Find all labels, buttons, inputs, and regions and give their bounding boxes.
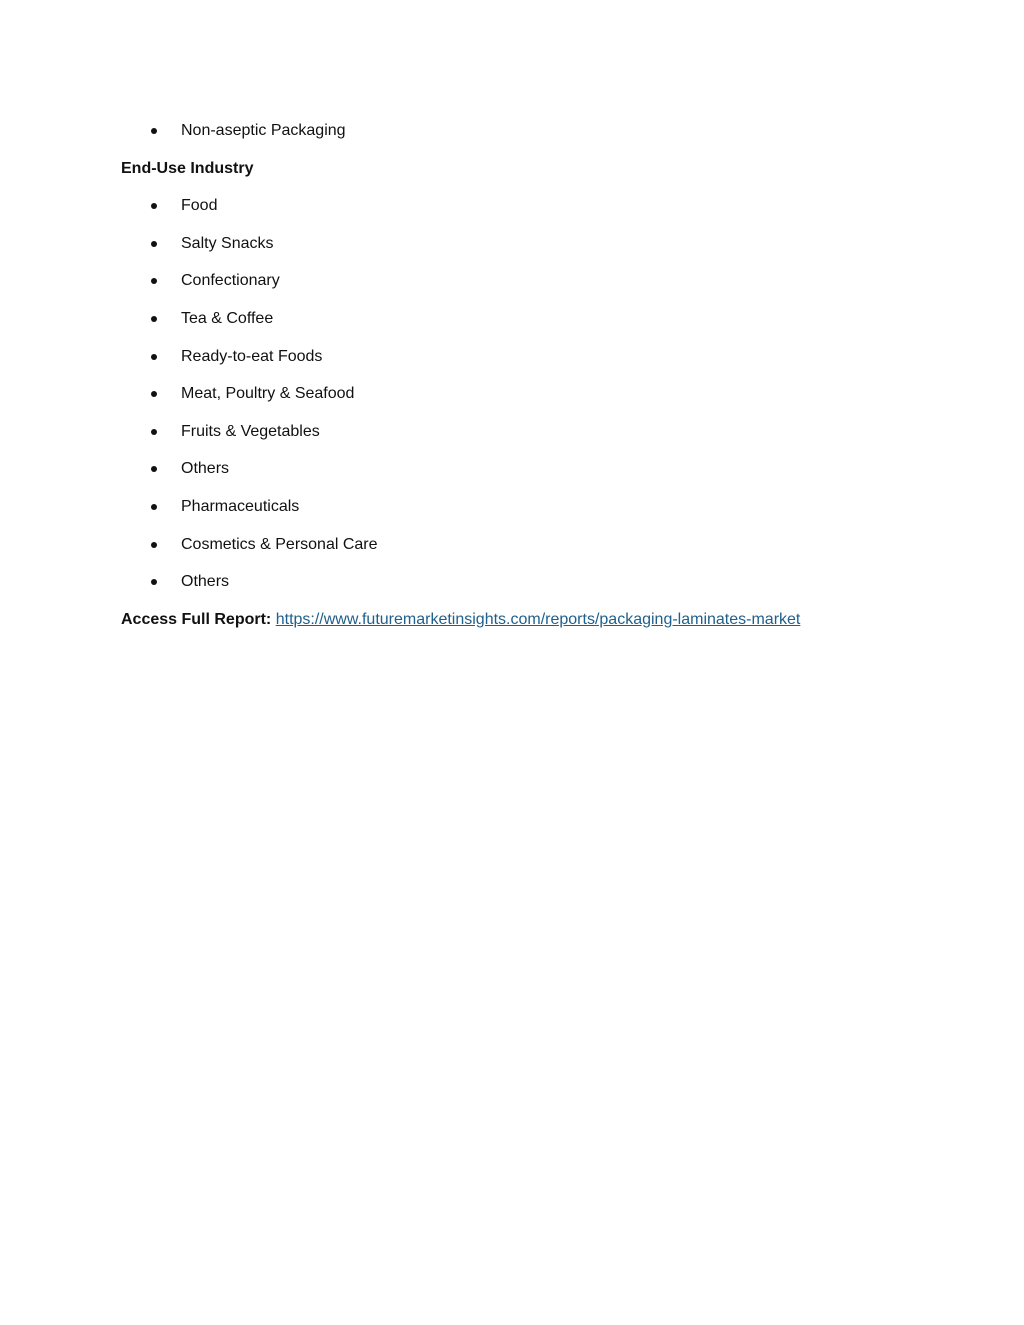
document-content (121, 116, 901, 642)
list-item (121, 191, 901, 229)
bullet-icon (151, 504, 157, 510)
list-item (121, 417, 901, 455)
list-item-label: Cosmetics & Personal Care (181, 535, 378, 553)
list-item-label: Ready-to-eat Foods (181, 347, 323, 365)
access-full-report-label: Access Full Report: (121, 610, 272, 628)
bullet-icon (151, 278, 157, 284)
packaging-type-list (121, 116, 901, 154)
list-item-label: Confectionary (181, 272, 280, 290)
list-item (121, 304, 901, 342)
bullet-icon (151, 391, 157, 397)
list-item (121, 229, 901, 267)
list-item-label: Others (181, 460, 230, 478)
list-item (121, 379, 901, 417)
bullet-icon (151, 203, 157, 209)
list-item-label: Fruits & Vegetables (181, 422, 320, 440)
end-use-industry-list (121, 191, 901, 605)
list-item-label: Pharmaceuticals (181, 497, 300, 515)
bullet-icon (151, 579, 157, 585)
list-item-label: Non-aseptic Packaging (181, 122, 346, 139)
bullet-icon (151, 316, 157, 322)
bullet-icon (151, 429, 157, 435)
section-heading-end-use-industry: End-Use Industry (121, 159, 254, 177)
list-item-label: Meat, Poultry & Seafood (181, 385, 355, 403)
bullet-icon (151, 466, 157, 472)
list-item-label: Salty Snacks (181, 234, 274, 252)
bullet-icon (151, 241, 157, 247)
list-item-label: Others (181, 573, 230, 591)
list-item (121, 342, 901, 380)
list-item (121, 530, 901, 568)
list-item (121, 567, 901, 605)
list-item (121, 116, 901, 154)
access-full-report-line (121, 605, 901, 643)
bullet-icon (151, 128, 157, 134)
bullet-icon (151, 354, 157, 360)
list-item-label: Tea & Coffee (181, 309, 274, 327)
list-item (121, 492, 901, 530)
full-report-link[interactable]: https://www.futuremarketinsights.com/reports/packaging-laminates-market (275, 610, 801, 628)
list-item (121, 454, 901, 492)
list-item-label: Food (181, 197, 218, 215)
bullet-icon (151, 542, 157, 548)
list-item (121, 266, 901, 304)
